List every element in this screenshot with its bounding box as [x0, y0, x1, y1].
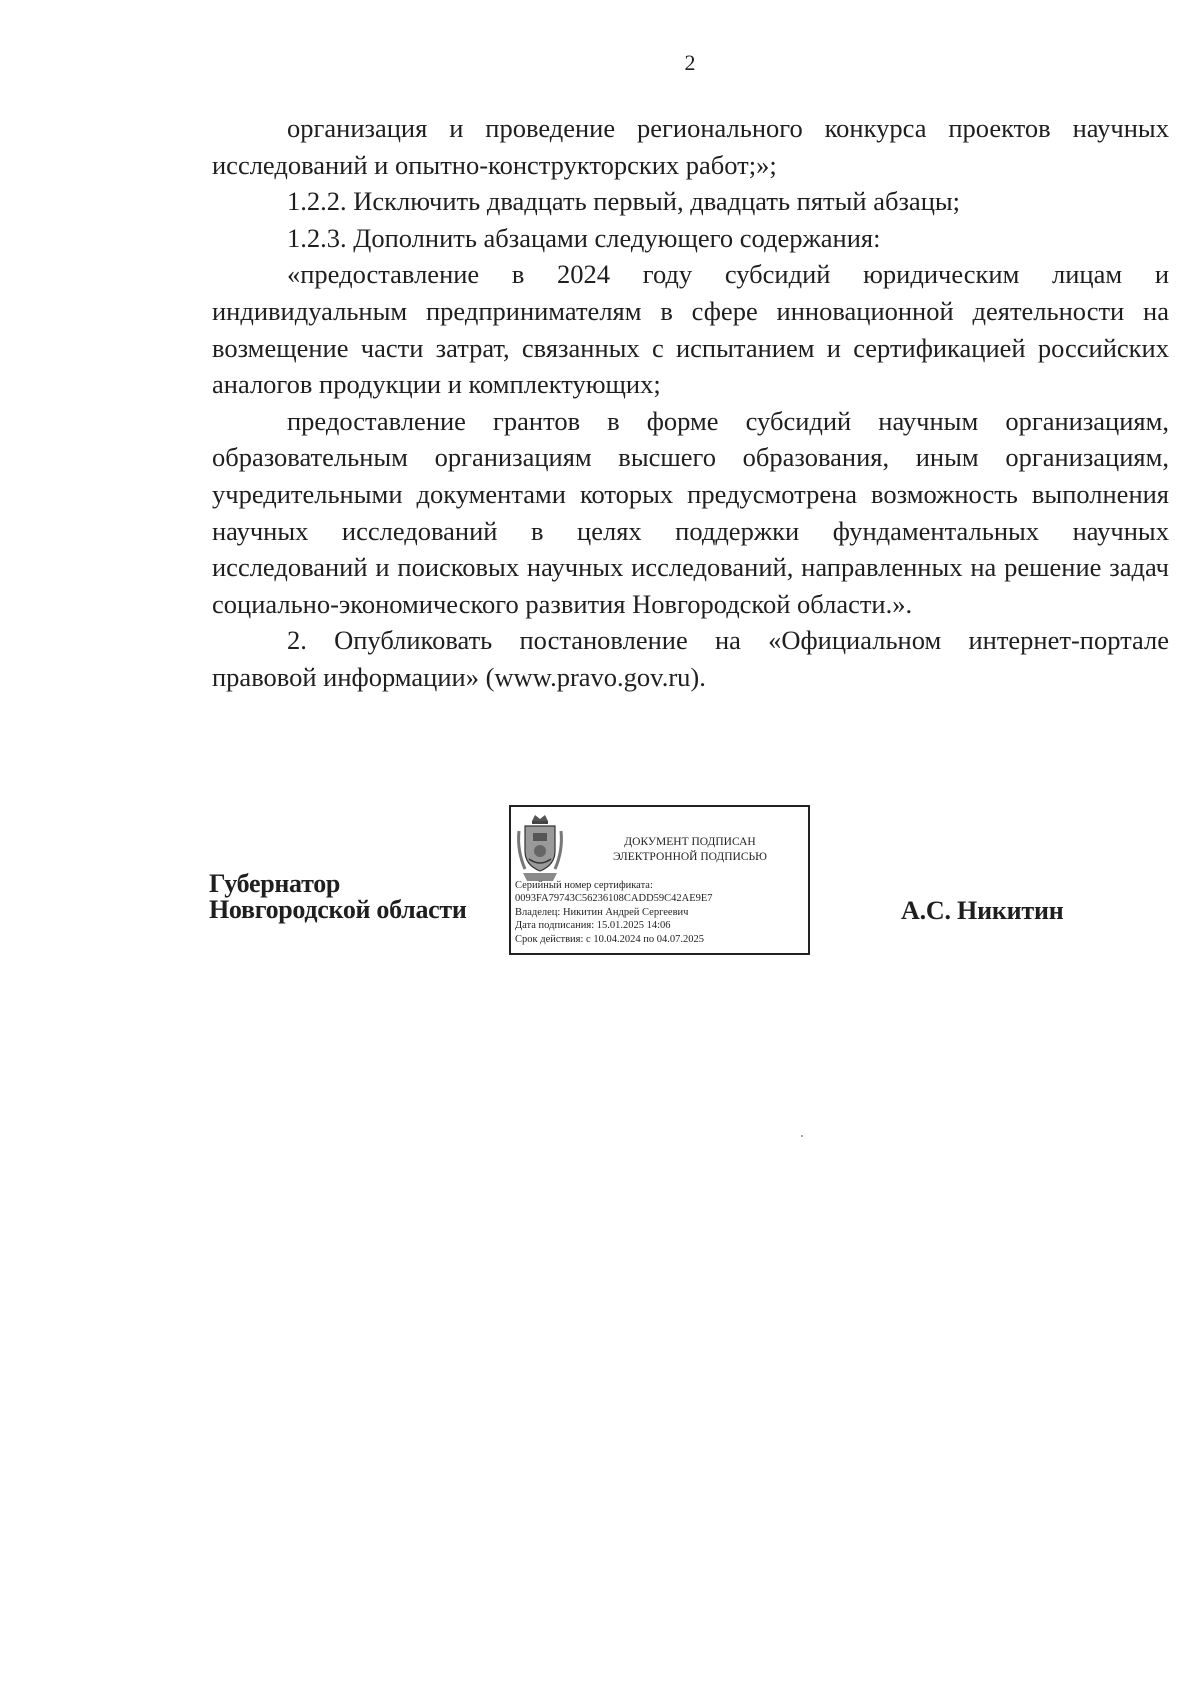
paragraph: 1.2.2. Исключить двадцать первый, двадцать пятый абзацы; — [287, 186, 961, 217]
certificate-validity: Срок действия: с 10.04.2024 по 04.07.2025 — [515, 933, 704, 945]
paragraph: «предоставление в 2024 году субсидий юридическим лицам и индивидуальным предпринимателям в сфере инновационной деятельности на возмещение части затрат, связанных с испытанием и сертификацией российских аналогов продукции и комплектующих; — [212, 259, 1169, 400]
certificate-owner: Владелец: Никитин Андрей Сергеевич — [515, 906, 689, 918]
stamp-header — [575, 835, 805, 865]
paragraph: 2. Опубликовать постановление на «Официальном интернет-портале правовой информации» (www.pravo.gov.ru). — [212, 625, 1169, 692]
certificate-serial-value: 0093FA79743C56236108CADD59C42AE9E7 — [515, 893, 713, 905]
stamp-header-line1: ДОКУМЕНТ ПОДПИСАН — [624, 836, 756, 848]
stamp-header-line2: ЭЛЕКТРОННОЙ ПОДПИСЬЮ — [613, 851, 767, 863]
signatory-position — [209, 871, 467, 923]
document-body — [212, 110, 1169, 696]
page-number: 2 — [684, 50, 696, 75]
signature-block — [0, 805, 1200, 965]
scan-speck — [801, 1135, 803, 1137]
electronic-signature-stamp — [509, 805, 810, 955]
paragraph: предоставление грантов в форме субсидий научным организациям, образовательным организациям высшего образования, иным организациям, учредительными документами которых предусмотрена возможность выполнения научных исследований в целях поддержки фундаментальных научных исследований и поисковых научных исследований, направленных на решение задач социально-экономического развития Новгородской области.». — [212, 405, 1169, 619]
stamp-details — [515, 879, 807, 946]
paragraph: организация и проведение регионального конкурса проектов научных исследований и опытно-конструкторских работ;»; — [212, 113, 1169, 180]
signatory-position-line2: Новгородской области — [209, 895, 467, 924]
signatory-name: А.С. Никитин — [901, 896, 1064, 925]
paragraph: 1.2.3. Дополнить абзацами следующего содержания: — [287, 222, 881, 253]
signatory-position-line1: Губернатор — [209, 869, 341, 898]
signing-date: Дата подписания: 15.01.2025 14:06 — [515, 920, 671, 932]
coat-of-arms-icon — [515, 811, 565, 887]
certificate-serial-label: Серийный номер сертификата: — [515, 880, 653, 891]
